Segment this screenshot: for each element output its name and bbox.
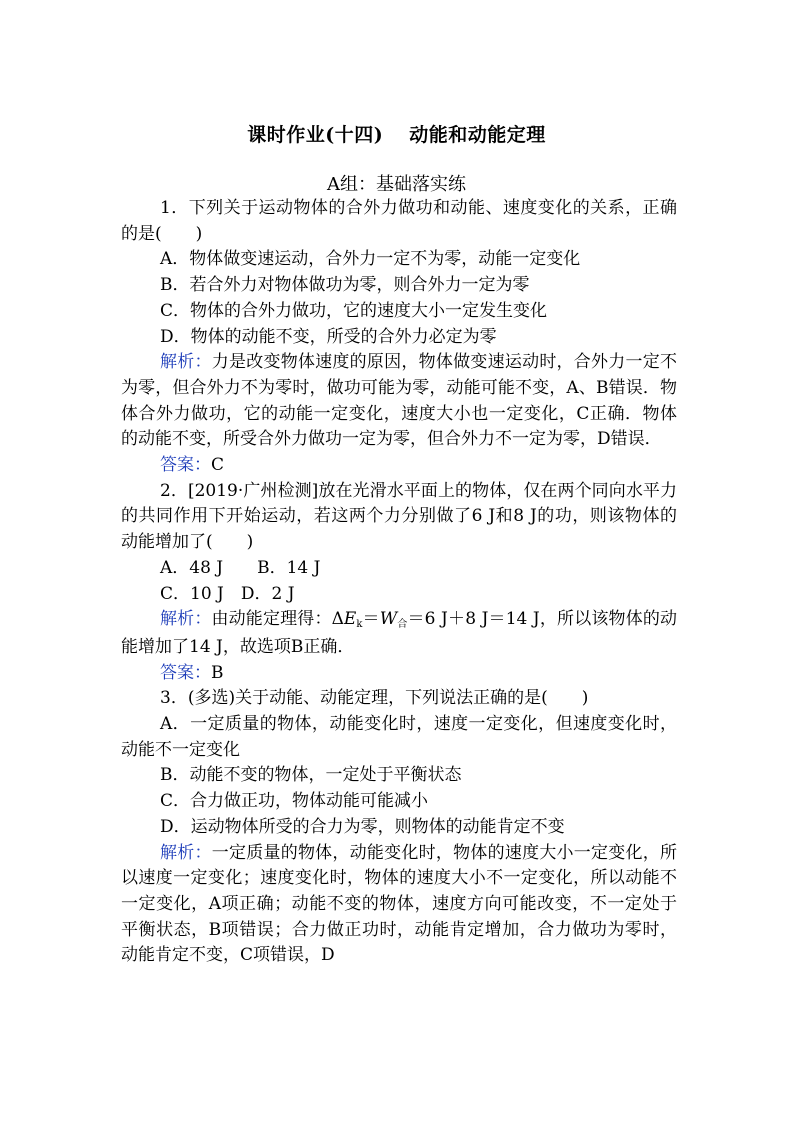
q2-analysis-e: E (343, 609, 357, 630)
q1-answer (121, 453, 677, 479)
q2-analysis-eq: ＝ (362, 609, 380, 630)
q2-analysis (121, 607, 677, 660)
q2-stem: 2．[2019·广州检测]放在光滑水平面上的物体，仅在两个同向水平力的共同作用下开始运动，若这两个力分别做了6 J和8 J的功，则该物体的动能增加了( ) (121, 480, 677, 553)
q1-analysis-text: 力是改变物体速度的原因，物体做变速运动时，合外力一定不为零，但合外力不为零时，做功可能为零，动能可能不变，A、B错误．物体合外力做功，它的动能一定变化，速度大小也一定变化，C正确．物体的动能不变，所受合外力做功一定为零，但合外力不一定为零，D错误． (121, 352, 678, 450)
q1-option-c: C．物体的合外力做功，它的速度大小一定发生变化 (160, 300, 548, 321)
q2-answer (121, 661, 677, 687)
q2-analysis-k: k (356, 619, 363, 631)
q1-option-b: B．若合外力对物体做功为零，则合外力一定为零 (160, 275, 530, 296)
q2-analysis-he: 合 (397, 619, 408, 631)
answer-label: 答案： (160, 455, 211, 476)
q1-stem: 1．下列关于运动物体的合外力做功和动能、速度变化的关系，正确的是( ) (121, 198, 677, 244)
q1-option-d: D．物体的动能不变，所受的合外力必定为零 (160, 326, 497, 347)
q2-options-cd: C．10 J D．2 J (160, 583, 295, 604)
q1-answer-value: C (211, 455, 225, 476)
q2-analysis-post: ＝6 J＋8 J＝14 J，所以该物体的动能增加了14 J，故选项B正确． (121, 609, 678, 657)
analysis-label: 解析： (160, 609, 212, 630)
q2-analysis-pre: 由动能定理得：Δ (211, 609, 344, 630)
q1-option-a: A．物体做变速运动，合外力一定不为零，动能一定变化 (160, 249, 581, 270)
q2-answer-value: B (211, 662, 224, 683)
q3-option-b: B．动能不变的物体，一定处于平衡状态 (160, 765, 462, 786)
q3-stem: 3．(多选)关于动能、动能定理，下列说法正确的是( ) (160, 688, 589, 709)
q2-options-ab: A．48 J B．14 J (160, 557, 321, 578)
answer-label: 答案： (160, 662, 211, 683)
q3-option-d: D．运动物体所受的合力为零，则物体的动能肯定不变 (160, 816, 565, 837)
q2-analysis-w: W (379, 609, 398, 630)
q3-analysis (121, 841, 677, 970)
title-part1: 课时作业(十四) (247, 124, 384, 146)
q3-analysis-text: 一定质量的物体，动能变化时，物体的速度大小一定变化，所以速度一定变化；速度变化时，物体的速度大小不一定变化，所以动能不一定变化，A项正确；动能不变的物体，速度方向可能改变，不一定处于平衡状态，B项错误；合力做正功时，动能肯定增加，合力做功为零时，动能肯定不变，C项错误，D (121, 842, 678, 966)
title-part2: 动能和动能定理 (409, 124, 546, 146)
group-title: A组：基础落实练 (327, 174, 466, 195)
analysis-label: 解析： (160, 352, 212, 373)
document-body (121, 196, 677, 969)
analysis-label: 解析： (160, 842, 212, 863)
q3-option-a: A．一定质量的物体，动能变化时，速度一定变化，但速度变化时，动能不一定变化 (121, 714, 677, 760)
q3-option-c: C．合力做正功，物体动能可能减小 (160, 791, 429, 812)
page-title (0, 120, 793, 147)
q1-analysis (121, 350, 677, 453)
